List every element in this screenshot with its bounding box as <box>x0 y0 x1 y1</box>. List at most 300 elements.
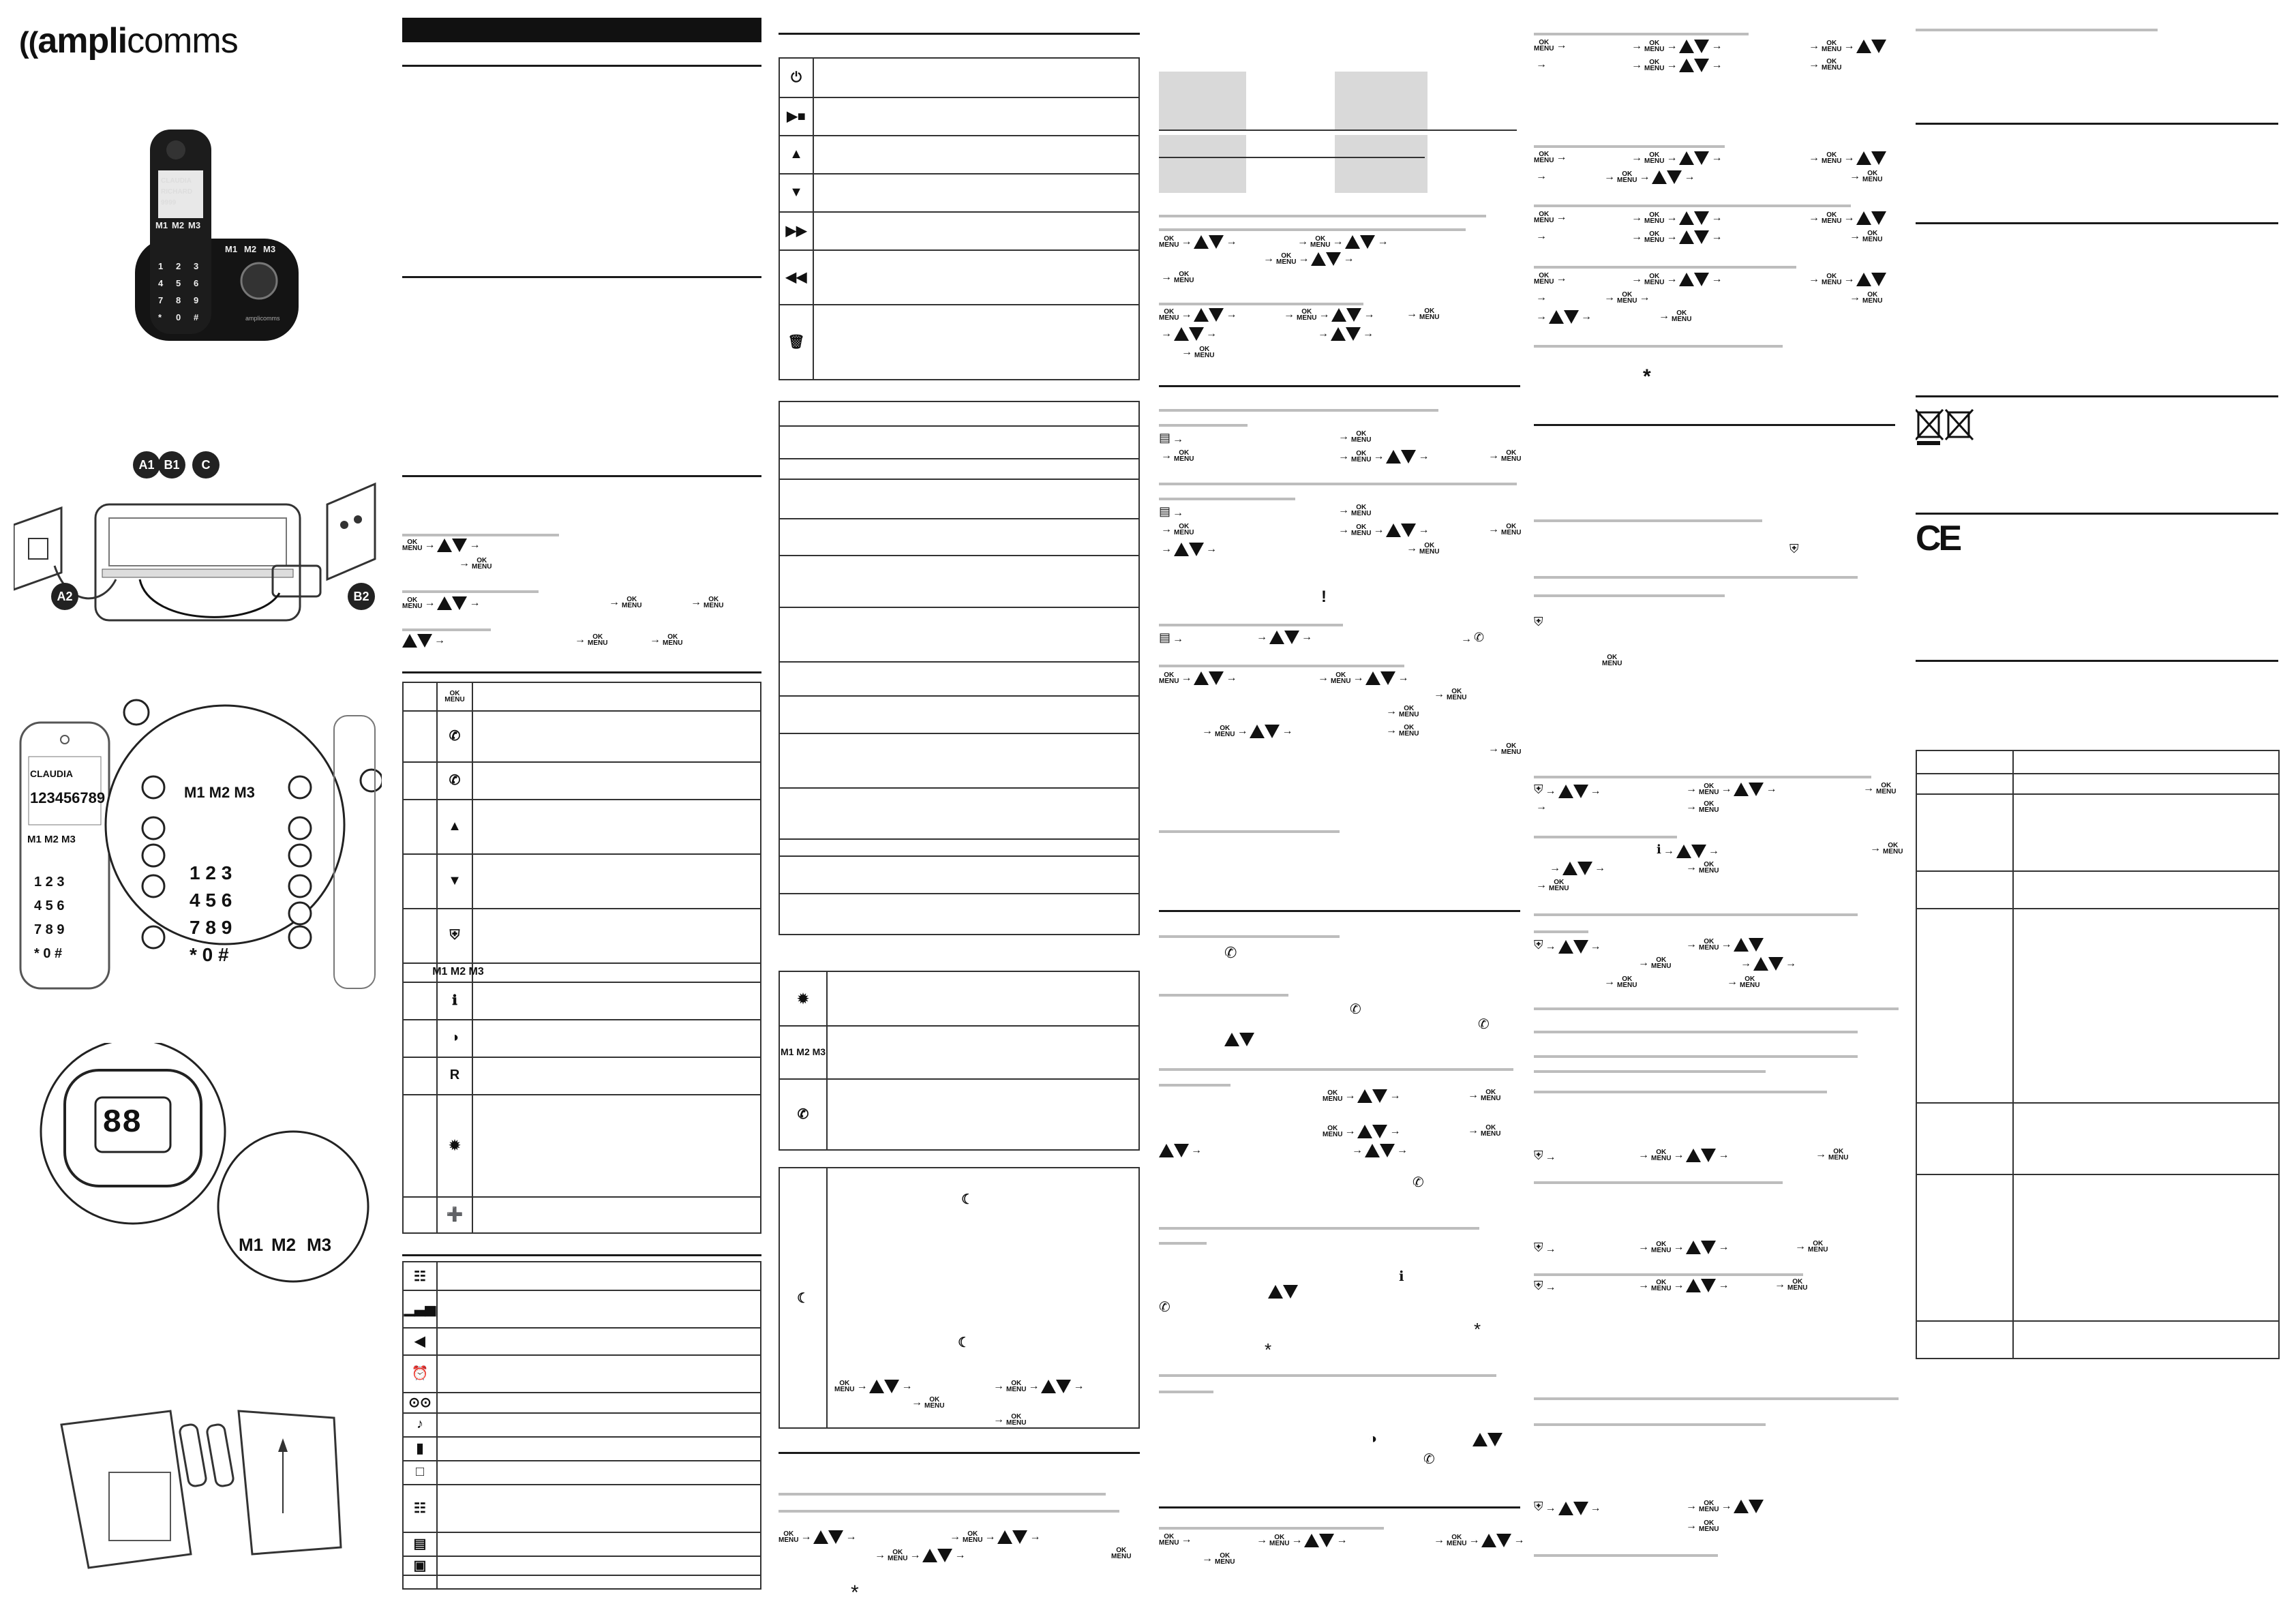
answering-machine-icon: ⊙⊙ <box>408 1395 432 1410</box>
shaded-cell <box>1159 135 1246 193</box>
talk-icon: ✆ <box>1474 631 1485 644</box>
divider <box>1916 513 2278 515</box>
mute-icon: ◑ <box>1369 1431 1378 1446</box>
label-a1: A1 <box>133 451 160 479</box>
night-mode-table <box>779 1167 1140 1429</box>
sequence-row: → OK MENU → <box>1807 211 1886 225</box>
sequence-row: → OK MENU <box>1795 1240 1828 1254</box>
sequence-row: → OK MENU → → <box>1338 450 1430 464</box>
sequence-row: → OK MENU → → <box>1686 783 1777 796</box>
shield-icon: ⛨ <box>449 927 460 943</box>
mute-icon: ◑ <box>450 1030 459 1045</box>
sequence-row: → <box>1159 1144 1204 1157</box>
sequence-row <box>1224 1033 1254 1046</box>
sequence-row: → OK MENU <box>1809 58 1842 72</box>
sequence-row: → OK MENU <box>1338 504 1372 517</box>
led-table <box>779 971 1140 1151</box>
divider <box>402 475 761 477</box>
shaded-cell <box>1159 72 1246 130</box>
sequence-row: → <box>1536 170 1547 182</box>
sequence-row: OK MENU → → <box>834 1380 913 1393</box>
sequence-row: → → <box>1256 631 1312 643</box>
ce-mark: CE <box>1916 519 1960 558</box>
sequence-row: ▤ → <box>1159 431 1184 445</box>
subheading-line <box>1159 498 1295 500</box>
subheading-line <box>1159 1068 1513 1071</box>
subheading-line <box>1534 519 1762 522</box>
sequence-row: → OK MENU → → <box>1631 151 1723 165</box>
talk-icon: ✆ <box>1413 1175 1424 1190</box>
sequence-row: → OK MENU → → <box>875 1549 966 1562</box>
sequence-row: → OK MENU → → <box>1318 671 1409 685</box>
svg-text:1: 1 <box>158 261 164 271</box>
label-c: C <box>192 451 220 479</box>
sequence-row: → ✆ <box>1461 631 1485 645</box>
sequence-row: → OK MENU → → <box>1434 1534 1525 1547</box>
svg-text:* 0 #: * 0 # <box>34 946 63 961</box>
sequence-row: → OK MENU <box>1386 705 1419 718</box>
svg-text:2: 2 <box>176 261 181 271</box>
divider <box>402 65 761 67</box>
svg-text:1 2 3: 1 2 3 <box>34 875 65 890</box>
sequence-row: OK MENU <box>1111 1547 1132 1560</box>
sequence-row: → OK MENU <box>1686 1519 1719 1533</box>
phonebook-icon: ▤ <box>1159 431 1171 444</box>
talk-icon: ✆ <box>1159 1300 1170 1315</box>
sequence-row: → OK MENU <box>1161 449 1194 463</box>
sequence-row: OK MENU → → <box>1159 671 1237 685</box>
shaded-cell <box>1335 72 1428 130</box>
divider <box>1916 123 2278 125</box>
intercom-icon: ℹ <box>1399 1269 1404 1284</box>
sequence-row: → OK MENU → → <box>1202 725 1293 738</box>
column-base <box>770 0 1159 1623</box>
subheading-line <box>1159 624 1343 626</box>
sequence-row: → OK MENU → <box>1684 938 1764 952</box>
subheading-line <box>779 1493 1106 1496</box>
subheading-line <box>1159 215 1486 217</box>
up-phonebook-icon: ▲ <box>448 818 462 834</box>
subheading-line <box>402 628 491 631</box>
divider <box>779 33 1140 35</box>
talk-icon: ✆ <box>1350 1002 1361 1017</box>
sequence-row: OK MENU → <box>1534 39 1567 52</box>
sequence-row: → OK MENU → → <box>1631 211 1723 225</box>
shield-icon: ⛨ <box>1789 542 1799 556</box>
svg-text:1 2 3: 1 2 3 <box>190 862 232 883</box>
network-icon: ☷ <box>414 1269 426 1284</box>
column-keys <box>382 0 770 1623</box>
base-logo: amplicomms <box>245 315 280 322</box>
menu-table <box>779 401 1140 935</box>
sequence-row: → OK MENU <box>993 1413 1027 1427</box>
handset-key-diagram <box>14 682 382 995</box>
column-illustrations <box>0 0 382 1623</box>
sequence-row: → OK MENU → → <box>1631 40 1723 53</box>
calls-icon: ▣ <box>413 1558 427 1573</box>
subheading-line <box>1534 145 1725 148</box>
display-symbols-table <box>402 1261 761 1590</box>
svg-text:* 0 #: * 0 # <box>190 944 229 965</box>
divider <box>1534 424 1895 426</box>
svg-text:M1: M1 <box>155 220 168 230</box>
divider <box>1916 395 2278 397</box>
sequence-row: → OK MENU → → <box>1604 170 1695 184</box>
subheading-line <box>1159 1084 1230 1087</box>
sequence-row: → OK MENU <box>1849 170 1883 183</box>
sequence-row: ▤ → <box>1159 631 1184 645</box>
black-title-bar <box>402 18 761 42</box>
subheading-line <box>1159 1391 1213 1393</box>
divider <box>1159 385 1520 387</box>
svg-text:M3: M3 <box>188 220 201 230</box>
subheading-line <box>1159 303 1363 305</box>
sequence-row: OK MENU → → <box>1323 1125 1401 1138</box>
sequence-row: ⛨ → <box>1534 1279 1556 1293</box>
subheading-line <box>402 590 539 593</box>
svg-text:M2: M2 <box>244 244 257 254</box>
divider <box>402 276 761 278</box>
handset-number-label: 123456789 <box>30 789 106 806</box>
subheading-line <box>1534 836 1677 838</box>
message-icon: □ <box>415 1464 425 1479</box>
moon-icon: ☾ <box>797 1290 809 1306</box>
subheading-line <box>1534 345 1783 348</box>
sequence-row: → OK MENU <box>1638 956 1672 970</box>
sequence-row: → OK MENU <box>609 596 642 609</box>
subheading-line <box>1159 409 1438 412</box>
svg-text:M2: M2 <box>271 1234 297 1255</box>
brand-wave-icon: (( <box>19 26 38 59</box>
subheading-line <box>1534 1181 1783 1184</box>
sequence-row: OK MENU → → <box>402 539 481 552</box>
sequence-row: → OK MENU <box>911 1396 945 1410</box>
subheading-line <box>402 534 559 536</box>
sequence-row: ⛨ → → <box>1534 1500 1601 1514</box>
sequence-row: → OK MENU <box>1686 800 1719 814</box>
table-line <box>1159 157 1425 158</box>
play-stop-icon: ▶■ <box>787 108 806 124</box>
sequence-row: → OK MENU → → <box>1638 1279 1729 1292</box>
sequence-row: → OK MENU → → <box>950 1530 1041 1544</box>
alarm-icon: ⏰ <box>411 1366 429 1381</box>
svg-text:M3: M3 <box>263 244 276 254</box>
sequence-row: ⛨ → <box>1534 1241 1556 1255</box>
sequence-row: OK MENU → → <box>1323 1089 1401 1103</box>
boost-icon: ➕ <box>446 1207 464 1222</box>
label-a2: A2 <box>51 583 78 610</box>
subheading-line <box>1534 1554 1718 1557</box>
subheading-line <box>1159 1227 1479 1230</box>
handset-screen-line-2: RICHARD <box>161 188 193 196</box>
sequence-row: → OK MENU → → <box>1631 230 1723 244</box>
sequence-row: OK MENU → → <box>1159 235 1237 249</box>
subheading-line <box>1534 594 1725 597</box>
svg-text:M1: M1 <box>239 1234 264 1255</box>
sequence-row: → OK MENU <box>1488 523 1522 536</box>
moon-icon-inline: ☾ <box>961 1192 973 1207</box>
moon-icon-inline: ☾ <box>958 1335 970 1350</box>
column-specs <box>1916 0 2296 1623</box>
talk-icon: ✆ <box>1478 1017 1490 1032</box>
sequence-row: ⛨ → → <box>1534 938 1601 952</box>
sequence-row: → OK MENU <box>459 557 492 571</box>
subheading-line <box>1159 424 1248 427</box>
sequence-row: → → <box>1352 1144 1408 1156</box>
speaker-icon: ◀ <box>414 1333 425 1349</box>
down-icon: ▼ <box>448 873 462 888</box>
sequence-row: → → <box>1318 328 1374 339</box>
svg-text:7: 7 <box>158 295 164 305</box>
brand-prefix: ampli <box>37 21 127 61</box>
talk-icon: ✆ <box>1224 944 1237 961</box>
specifications-table <box>1916 750 2280 1359</box>
sequence-row: → OK MENU <box>1468 1089 1501 1102</box>
sequence-row: → OK MENU → → <box>1297 235 1389 249</box>
sequence-row: → OK MENU <box>1604 975 1637 989</box>
svg-text:#: # <box>194 312 199 322</box>
base-display-digits: 88 <box>102 1105 142 1142</box>
sequence-row: → → <box>1740 958 1796 969</box>
sequence-row: → OK MENU <box>1338 430 1372 444</box>
end-call-icon: ✆ <box>449 773 461 788</box>
sequence-row: → OK MENU <box>1863 782 1897 795</box>
divider <box>1159 1506 1520 1508</box>
sequence-row: → OK MENU <box>1161 271 1194 284</box>
subheading-line <box>1534 266 1796 269</box>
sequence-row: → OK MENU <box>1406 307 1440 321</box>
table-header-ok-menu: OK MENU <box>444 690 465 703</box>
brand-logo <box>19 20 238 61</box>
label-b1: B1 <box>158 451 185 479</box>
sequence-row: → OK MENU → <box>1807 151 1886 165</box>
base-station-diagram <box>20 1043 375 1288</box>
svg-text:*: * <box>158 312 162 322</box>
svg-text:7 8 9: 7 8 9 <box>34 922 65 937</box>
battery-icon: ▮ <box>416 1441 424 1456</box>
sequence-row: → OK MENU → → <box>1338 524 1430 537</box>
star-symbol: * <box>1474 1319 1481 1339</box>
sequence-row: → → <box>1536 311 1592 322</box>
sequence-row: → OK MENU <box>650 633 683 647</box>
sequence-row: → OK MENU <box>1434 688 1467 701</box>
phonebook-icon: ▤ <box>413 1536 427 1551</box>
sequence-row: → OK MENU <box>1488 742 1522 756</box>
intercom-icon: ℹ <box>1657 843 1661 856</box>
handset-screen-line-3: 9999 <box>161 199 177 207</box>
subheading-line <box>1534 913 1858 916</box>
sequence-row: → OK MENU <box>1659 309 1692 323</box>
sequence-row: ℹ → → <box>1657 843 1719 857</box>
intercom-icon: ℹ <box>452 993 457 1008</box>
column-settings <box>1159 0 1541 1623</box>
keypad-lock-icon: ☷ <box>414 1500 426 1516</box>
sequence-row: → OK MENU <box>1849 230 1883 243</box>
sequence-row: → OK MENU <box>575 633 608 647</box>
svg-text:3: 3 <box>194 261 199 271</box>
subheading-line <box>1534 1007 1899 1010</box>
sequence-row: → OK MENU → <box>1807 40 1886 53</box>
sequence-row: → OK MENU <box>1386 724 1419 738</box>
svg-text:6: 6 <box>194 278 199 288</box>
sequence-row: → <box>1536 59 1547 70</box>
power-icon: ⏻ <box>791 70 802 85</box>
sequence-row: → OK MENU → → <box>1638 1149 1729 1162</box>
sequence-row: → OK MENU → → <box>1638 1241 1729 1254</box>
sequence-row: → OK MENU <box>1536 879 1569 892</box>
subheading-line <box>1534 776 1871 778</box>
column-call-block <box>1534 0 1916 1623</box>
exclaim-symbol: ! <box>1321 588 1327 606</box>
subheading-line <box>779 1510 1119 1513</box>
divider <box>1916 222 2278 224</box>
ok-menu-key: OK MENU <box>402 539 423 552</box>
svg-text:8: 8 <box>176 295 181 305</box>
sequence-row: → OK MENU <box>1488 449 1522 463</box>
up-icon: ▲ <box>789 146 803 162</box>
svg-text:4: 4 <box>158 278 164 288</box>
subheading-line <box>1159 1527 1384 1530</box>
sequence-row: → OK MENU <box>1849 291 1883 305</box>
handset-name-label: CLAUDIA <box>30 768 73 779</box>
ok-menu-key-icon <box>438 683 472 710</box>
sequence-row: OK MENU <box>1602 654 1622 667</box>
signal-icon: ▁▃▅ <box>404 1301 436 1316</box>
subheading-line <box>1534 1397 1899 1400</box>
shaded-cell <box>1335 135 1428 193</box>
svg-text:0: 0 <box>176 312 181 322</box>
sequence-row: → OK MENU → → <box>1631 59 1723 72</box>
sequence-row: → OK MENU <box>1870 842 1903 855</box>
sequence-row: → OK MENU <box>1774 1278 1808 1292</box>
subheading-line <box>1159 1242 1207 1245</box>
subheading-line <box>1916 29 2158 31</box>
star-symbol: * <box>1265 1339 1272 1360</box>
divider <box>402 1254 761 1256</box>
divider <box>1159 910 1520 912</box>
sequence-row: → <box>1536 230 1547 242</box>
sequence-row: → OK MENU → → <box>1631 273 1723 286</box>
sequence-row: → OK MENU <box>1181 346 1215 359</box>
sequence-row: OK MENU → → <box>402 596 481 610</box>
sequence-row: → → <box>1550 862 1605 874</box>
sequence-row: OK MENU → <box>1534 272 1567 286</box>
svg-text:M1 M2 M3: M1 M2 M3 <box>27 834 76 845</box>
recall-r-key: R <box>449 1067 460 1082</box>
sequence-row: OK MENU → <box>1159 1533 1192 1547</box>
subheading-line <box>1159 994 1288 997</box>
svg-text:M3: M3 <box>307 1234 332 1255</box>
talk-icon: ✆ <box>449 729 461 744</box>
base-key-table <box>779 57 1140 380</box>
sequence-row: → OK MENU → → <box>1256 1534 1348 1547</box>
sequence-row: → <box>1536 801 1547 813</box>
sequence-row: → OK MENU → <box>1807 273 1886 286</box>
back-icon: ◀◀ <box>785 269 807 285</box>
delete-icon: 🗑 <box>787 334 805 350</box>
subheading-line <box>1159 1374 1496 1377</box>
sequence-row: → OK MENU <box>1202 1552 1235 1566</box>
divider <box>1916 660 2278 662</box>
sequence-row: → → <box>1161 328 1217 339</box>
star-symbol: * <box>851 1581 859 1604</box>
ringer-flash-icon: ✹ <box>449 1138 461 1153</box>
memory-led-label: M1 M2 M3 <box>780 1046 826 1057</box>
subheading-line <box>1159 483 1517 485</box>
svg-text:5: 5 <box>176 278 181 288</box>
divider <box>779 1452 1140 1454</box>
subheading-line <box>1159 228 1466 231</box>
ringer-off-icon: ♪ <box>417 1416 423 1431</box>
sequence-row: → OK MENU <box>1406 542 1440 556</box>
svg-text:4 5 6: 4 5 6 <box>190 890 232 911</box>
sequence-row: OK MENU → <box>1534 151 1567 164</box>
sequence-row: ⛨ → → <box>1534 783 1601 797</box>
subheading-line <box>1534 1031 1858 1033</box>
subheading-line <box>1534 33 1749 35</box>
brand-suffix: comms <box>127 21 238 61</box>
sequence-row: → OK MENU → <box>1684 1500 1764 1513</box>
subheading-line <box>1534 930 1588 933</box>
sequence-row: → OK MENU <box>1686 861 1719 875</box>
divider <box>402 671 761 673</box>
svg-text:M2: M2 <box>172 220 185 230</box>
table-line <box>1159 130 1517 131</box>
key-function-table <box>402 682 761 1234</box>
subheading-line <box>1159 935 1340 938</box>
svg-text:7 8 9: 7 8 9 <box>190 917 232 938</box>
sequence-row <box>1472 1433 1502 1446</box>
talk-icon: ✆ <box>1423 1452 1435 1467</box>
sequence-row: → OK MENU <box>1468 1124 1501 1138</box>
svg-text:4 5 6: 4 5 6 <box>34 898 65 913</box>
subheading-line <box>1534 1423 1766 1426</box>
ringer-led-icon: ✹ <box>797 991 809 1007</box>
forward-icon: ▶▶ <box>785 223 807 239</box>
sequence-row: → OK MENU <box>1727 975 1760 989</box>
shield-icon: ⛨ <box>1534 615 1543 628</box>
svg-text:9: 9 <box>194 295 199 305</box>
subheading-line <box>1534 576 1858 579</box>
subheading-line <box>1534 1070 1766 1073</box>
label-b2: B2 <box>348 583 375 610</box>
sequence-row: → <box>402 634 447 648</box>
sequence-row: OK MENU → → <box>1159 308 1237 322</box>
svg-text:M1 M2 M3: M1 M2 M3 <box>184 784 255 801</box>
product-photo <box>123 123 307 348</box>
sequence-row: → OK MENU → <box>1604 291 1650 305</box>
sequence-row: → → <box>1161 543 1217 555</box>
sequence-row: → <box>1536 292 1547 303</box>
sequence-row <box>1268 1285 1298 1299</box>
sequence-row: ⛨ → <box>1534 1149 1556 1163</box>
subheading-line <box>1159 830 1340 833</box>
talk-led-icon: ✆ <box>797 1106 809 1122</box>
sequence-row: → OK MENU <box>1161 523 1194 536</box>
subheading-line <box>1534 1091 1827 1093</box>
handset-screen-line-1: CLAUDIA <box>161 177 192 185</box>
sequence-row: OK MENU → → <box>779 1530 857 1544</box>
subheading-line <box>1534 1055 1858 1058</box>
battery-diagram <box>48 1397 348 1575</box>
subheading-line <box>1159 665 1404 667</box>
sequence-row: → OK MENU → → <box>1284 308 1375 322</box>
sequence-row: OK MENU → <box>1534 211 1567 224</box>
sequence-row: → OK MENU → → <box>1263 252 1355 266</box>
down-icon: ▼ <box>789 184 803 200</box>
memory-keys-label: M1 M2 M3 <box>432 966 484 977</box>
subheading-line <box>1534 204 1851 207</box>
